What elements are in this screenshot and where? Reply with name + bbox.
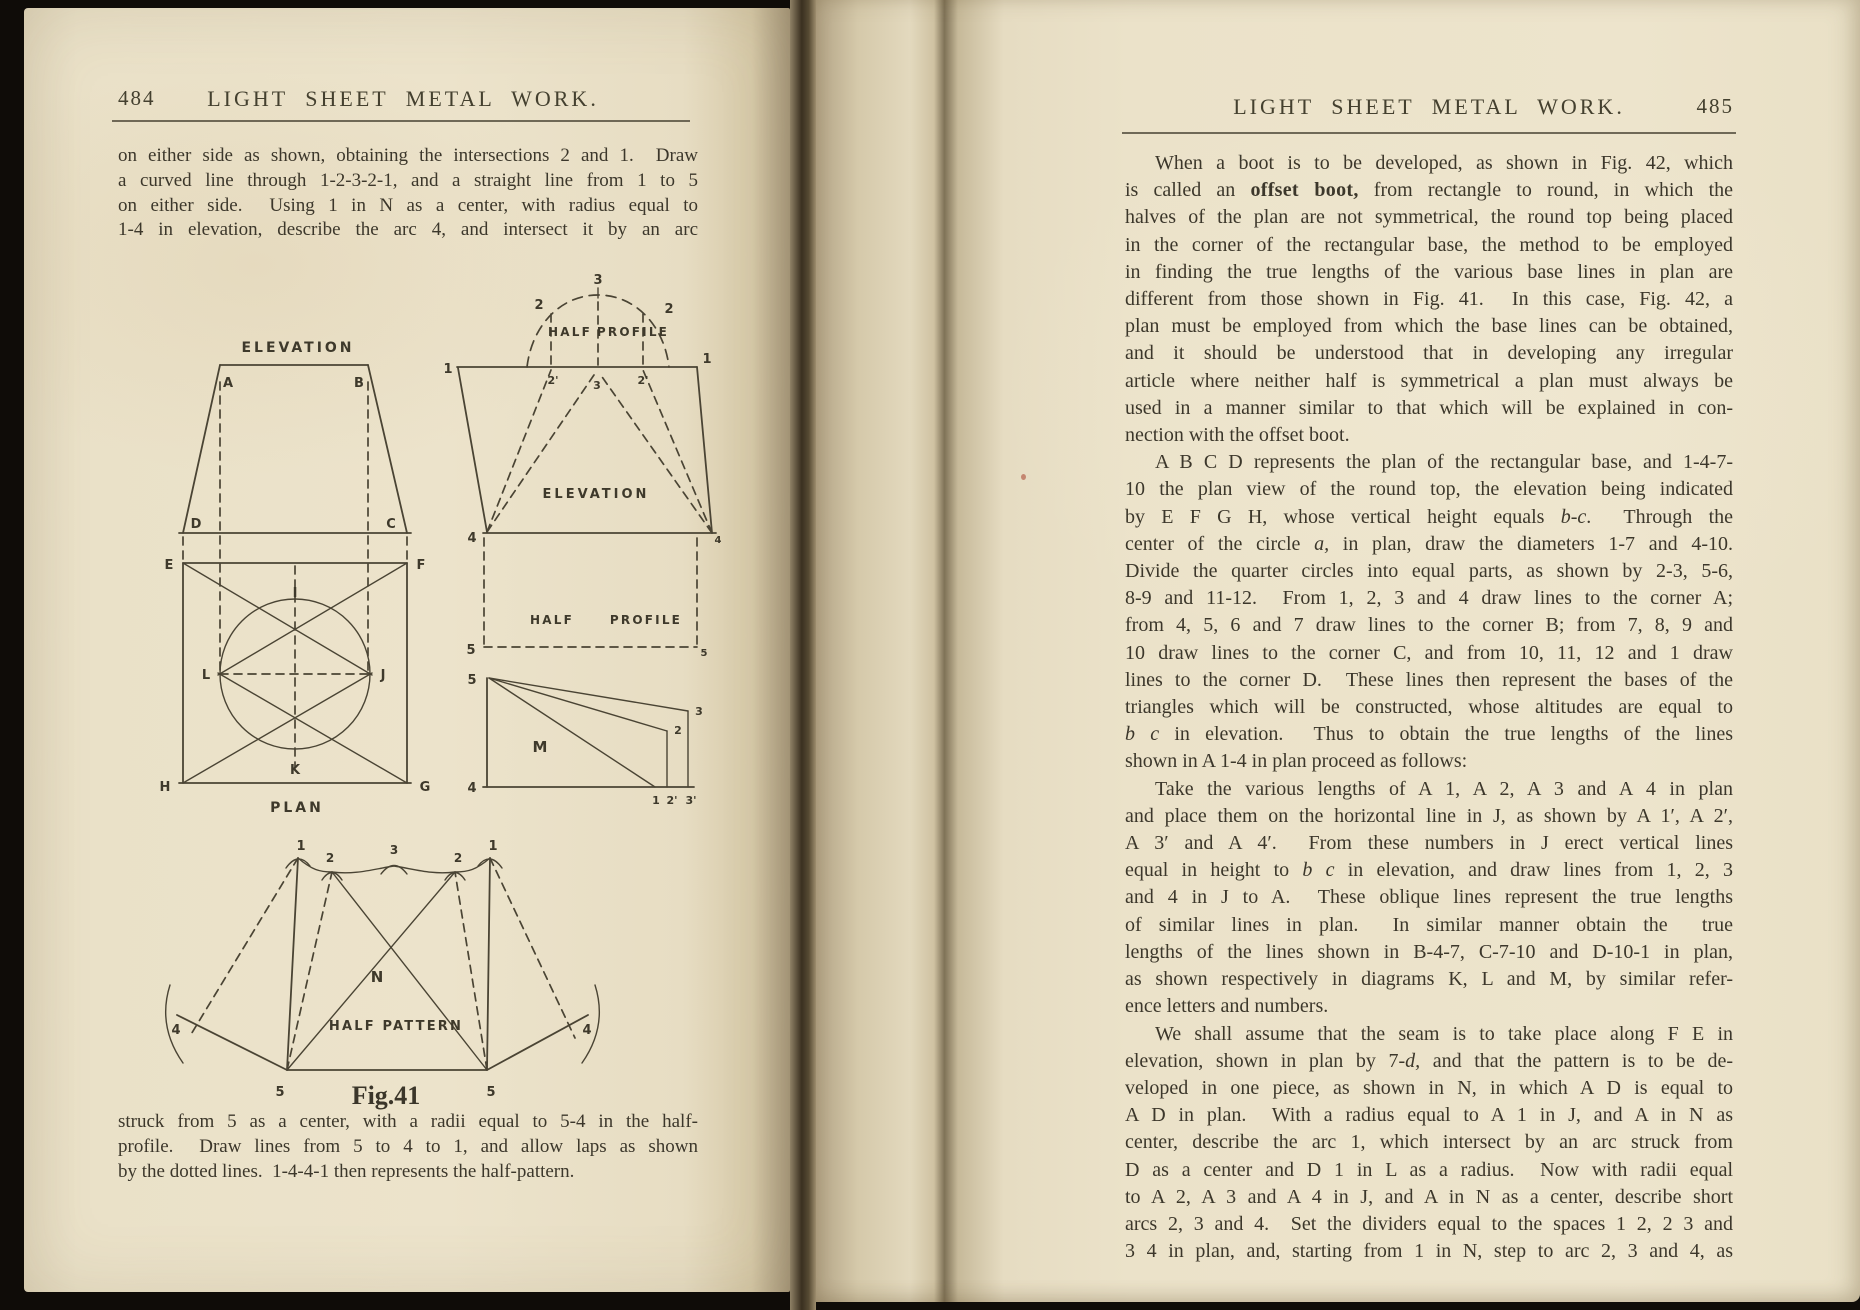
half-profile-box bbox=[466, 538, 707, 659]
point-c: C bbox=[386, 517, 396, 532]
profile-label-top: PROFILE bbox=[596, 325, 670, 339]
text-line: equal in height to b c in elevation, and draw lines from 1, 2, 3 bbox=[1125, 859, 1733, 882]
text-line: center, describe the arc 1, which intersect by an arc struck from bbox=[1125, 1131, 1733, 1154]
point-i: I bbox=[292, 586, 298, 601]
num-5-box-right: 5 bbox=[700, 648, 708, 659]
profile-label-box: PROFILE bbox=[609, 613, 683, 627]
num-2-pattern-left: 2 bbox=[325, 851, 335, 865]
num-1-left: 1 bbox=[443, 362, 453, 377]
text-line: halves of the plan are not symmetrical, the round top being placed bbox=[1125, 206, 1733, 229]
num-2prime-m: 2' bbox=[666, 794, 678, 807]
point-d: D bbox=[190, 517, 202, 532]
num-4-right: 4 bbox=[714, 535, 722, 546]
book-gutter bbox=[790, 0, 816, 1310]
text-line: used in a manner similar to that which will be explained in con- bbox=[1125, 396, 1733, 419]
text-line: and it should be understood that in developing any irregular bbox=[1125, 342, 1733, 365]
right-header-rule bbox=[1122, 132, 1736, 134]
elevation-label: ELEVATION bbox=[241, 340, 355, 356]
text-line: article where neither half is symmetrical a plan must always be bbox=[1125, 369, 1733, 392]
text-line: from 4, 5, 6 and 7 draw lines to the corner B; from 7, 8, 9 and bbox=[1125, 614, 1733, 637]
text-line: 3 4 in plan, and, starting from 1 in N, step to arc 2, 3 and 4, as bbox=[1125, 1240, 1733, 1263]
text-line: A D in plan. With a radius equal to A 1 in J, and A in N as bbox=[1125, 1104, 1733, 1127]
half-label-box: HALF bbox=[530, 613, 574, 627]
text-line: profile. Draw lines from 5 to 4 to 1, and allow laps as shown bbox=[118, 1135, 698, 1157]
num-3-small: 3 bbox=[593, 379, 601, 392]
num-3-pattern: 3 bbox=[389, 843, 399, 857]
text-line: Take the various lengths of A 1, A 2, A 3 and A 4 in plan bbox=[1155, 777, 1733, 800]
num-4-pattern-left: 4 bbox=[171, 1023, 181, 1038]
text-line: center of the circle a, in plan, draw the diameters 1-7 and 4-10. bbox=[1125, 532, 1733, 555]
num-2prime-left: 2' bbox=[547, 374, 559, 387]
num-5-pattern-left: 5 bbox=[275, 1085, 285, 1100]
point-e: E bbox=[164, 558, 174, 573]
half-pattern-label: HALF PATTERN bbox=[328, 1019, 464, 1034]
text-line: on either side. Using 1 in N as a center, with radius equal to bbox=[118, 194, 698, 216]
point-j: J bbox=[380, 668, 386, 683]
point-m: M bbox=[532, 738, 548, 756]
num-5-box-left: 5 bbox=[466, 643, 476, 658]
page-left bbox=[24, 8, 790, 1292]
num-1-m: 1 bbox=[652, 794, 660, 807]
left-header-rule bbox=[112, 120, 690, 122]
paper-speck bbox=[1021, 474, 1026, 480]
text-line: on either side as shown, obtaining the intersections 2 and 1. Draw bbox=[118, 145, 698, 166]
text-line: as shown respectively in diagrams K, L and M, by similar refer- bbox=[1125, 968, 1733, 991]
num-4-left: 4 bbox=[467, 531, 477, 546]
num-3prime-m: 3' bbox=[685, 794, 697, 807]
figure-41 bbox=[120, 220, 740, 1110]
text-line: by the dotted lines. 1-4-4-1 then represents the half-pattern. bbox=[118, 1160, 575, 1182]
point-h: H bbox=[159, 780, 171, 795]
num-1-right: 1 bbox=[702, 352, 712, 367]
diagram-m bbox=[467, 673, 702, 807]
num-3-apex: 3 bbox=[593, 273, 603, 288]
num-2-pattern-right: 2 bbox=[453, 851, 463, 865]
num-1-pattern-left: 1 bbox=[296, 839, 306, 854]
text-line: b c in elevation. Thus to obtain the true lengths of the lines bbox=[1125, 723, 1733, 746]
text-line: veloped in one piece, as shown in N, in which A D is equal to bbox=[1125, 1076, 1733, 1099]
point-k: K bbox=[289, 763, 301, 778]
text-line: A 3′ and A 4′. From these numbers in J erect vertical lines bbox=[1125, 832, 1733, 855]
num-3-m: 3 bbox=[695, 705, 703, 718]
num-5-pattern-right: 5 bbox=[486, 1085, 496, 1100]
text-line: nection with the offset boot. bbox=[1125, 424, 1350, 447]
num-2-left: 2 bbox=[534, 298, 544, 313]
page-right bbox=[816, 0, 1860, 1302]
text-line: of similar lines in plan. In similar manner obtain the true bbox=[1125, 913, 1733, 936]
text-line: shown in A 1-4 in plan proceed as follows: bbox=[1125, 750, 1468, 773]
point-l: L bbox=[201, 668, 211, 683]
text-line: is called an offset boot, from rectangle to round, in which the bbox=[1125, 179, 1733, 202]
num-2prime-right: 2' bbox=[637, 374, 649, 387]
point-g: G bbox=[419, 780, 431, 795]
elevation-right-label: ELEVATION bbox=[542, 487, 650, 502]
text-line: and 4 in J to A. These oblique lines represent the true lengths bbox=[1125, 886, 1733, 909]
text-line: 1-4 in elevation, describe the arc 4, and intersect it by an arc bbox=[118, 219, 698, 241]
text-line: ence letters and numbers. bbox=[1125, 995, 1329, 1018]
left-page-header-row bbox=[114, 86, 692, 116]
text-line: triangles which will be constructed, whose altitudes are equal to bbox=[1125, 696, 1733, 719]
text-line: arcs 2, 3 and 4. Set the dividers equal to the spaces 1 2, 2 3 and bbox=[1125, 1212, 1733, 1235]
text-line: 8-9 and 11-12. From 1, 2, 3 and 4 draw lines to the corner A; bbox=[1125, 587, 1733, 610]
left-running-head: LIGHT SHEET METAL WORK. bbox=[207, 86, 599, 111]
text-line: and place them on the horizontal line in J, as shown by A 1′, A 2′, bbox=[1125, 804, 1733, 827]
half-label-top: HALF bbox=[548, 325, 592, 339]
num-2-right: 2 bbox=[664, 302, 674, 317]
left-page-number: 484 bbox=[118, 86, 156, 110]
text-line: elevation, shown in plan by 7-d, and that the pattern is to be de- bbox=[1125, 1049, 1734, 1072]
text-line: 10 draw lines to the corner C, and from 10, 11, 12 and 1 draw bbox=[1125, 641, 1733, 664]
num-2-m: 2 bbox=[674, 724, 682, 737]
num-4-pattern-right: 4 bbox=[582, 1023, 592, 1038]
right-page-header-row bbox=[1122, 94, 1736, 124]
text-line: different from those shown in Fig. 41. In this case, Fig. 42, a bbox=[1125, 288, 1733, 311]
plan-label: PLAN bbox=[270, 800, 324, 816]
text-line: in finding the true lengths of the various base lines in plan are bbox=[1125, 260, 1733, 283]
text-line: a curved line through 1-2-3-2-1, and a straight line from 1 to 5 bbox=[118, 169, 698, 191]
text-line: lines to the corner D. These lines then represent the bases of the bbox=[1125, 668, 1733, 691]
text-line: to A 2, A 3 and A 4 in J, and A in N as a center, describe short bbox=[1125, 1185, 1733, 1208]
text-line: We shall assume that the seam is to take place along F E in bbox=[1155, 1022, 1733, 1045]
text-line: plan must be employed from which the base lines can be obtained, bbox=[1125, 315, 1733, 338]
num-5-m: 5 bbox=[467, 673, 477, 688]
text-line: lengths of the lines shown in B-4-7, C-7-10 and D-10-1 in plan, bbox=[1125, 940, 1733, 963]
text-line: Divide the quarter circles into equal parts, as shown by 2-3, 5-6, bbox=[1125, 560, 1733, 583]
half-pattern-view bbox=[166, 839, 600, 1110]
text-line: struck from 5 as a center, with a radii equal to 5-4 in the half- bbox=[118, 1111, 698, 1132]
point-a: A bbox=[222, 376, 234, 391]
right-page-number: 485 bbox=[1696, 94, 1734, 118]
text-line: by E F G H, whose vertical height equals b-c. Through the bbox=[1125, 505, 1733, 528]
point-f: F bbox=[416, 558, 426, 573]
text-line: A B C D represents the plan of the rectangular base, and 1-4-7- bbox=[1155, 451, 1733, 474]
text-line: When a boot is to be developed, as shown in Fig. 42, which bbox=[1155, 152, 1733, 174]
point-b: B bbox=[354, 376, 364, 391]
plan-view bbox=[160, 558, 431, 816]
right-running-head: LIGHT SHEET METAL WORK. bbox=[1233, 94, 1625, 119]
text-line: in the corner of the rectangular base, the method to be employed bbox=[1125, 233, 1733, 256]
text-line: D as a center and D 1 in L as a radius. Now with radii equal bbox=[1125, 1158, 1733, 1181]
text-line: 10 the plan view of the round top, the elevation being indicated bbox=[1125, 478, 1733, 501]
point-n: N bbox=[370, 968, 384, 986]
left-bottom-paragraph bbox=[118, 1110, 698, 1184]
num-4-m: 4 bbox=[467, 781, 477, 796]
num-1-pattern-right: 1 bbox=[488, 839, 498, 854]
half-profile-and-elevation bbox=[443, 273, 721, 546]
figure-caption: Fig.41 bbox=[351, 1081, 421, 1110]
right-page-text bbox=[1125, 150, 1733, 1265]
